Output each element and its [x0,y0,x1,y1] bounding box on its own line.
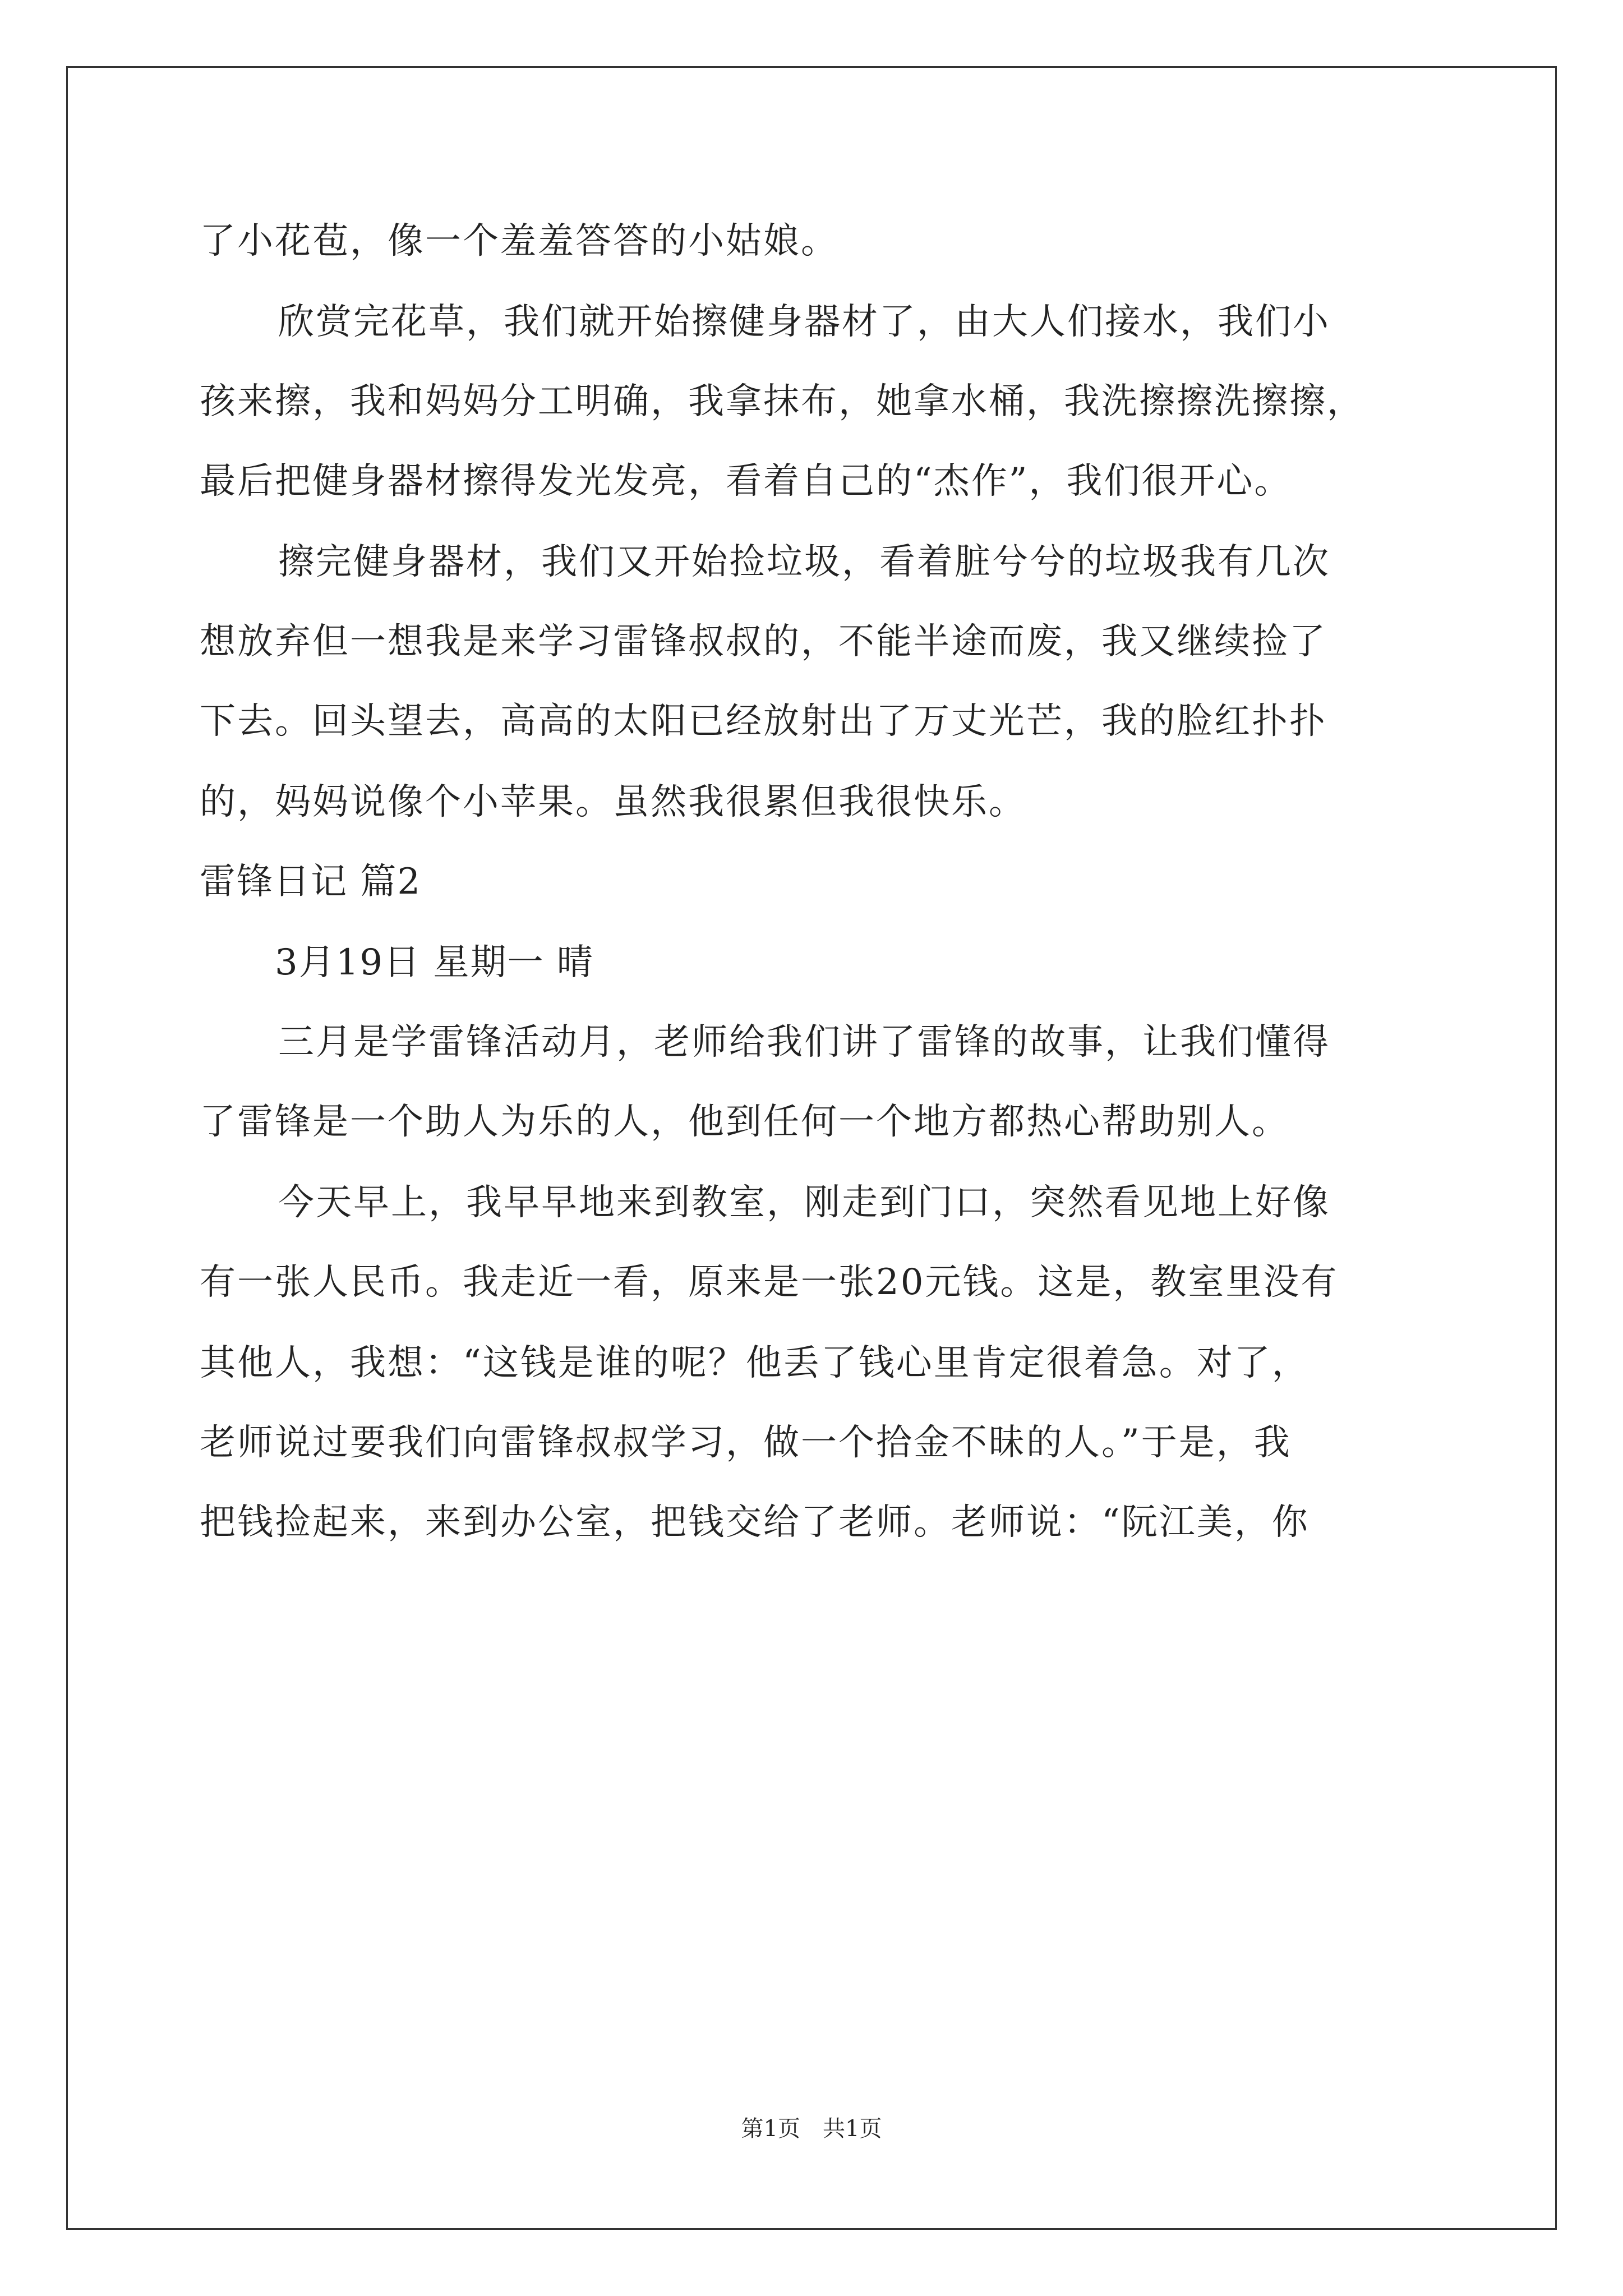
paragraph-line: 了小花苞，像一个羞羞答答的小姑娘。 [200,220,838,262]
paragraph-line: 有一张人民币。我走近一看，原来是一张20元钱。这是，教室里没有 [200,1262,1339,1303]
section-heading: 雷锋日记 篇2 [200,861,422,903]
paragraph-line: 擦完健身器材，我们又开始捡垃圾，看着脏兮兮的垃圾我有几次 [278,541,1330,583]
date-line: 3月19日 星期一 晴 [275,942,594,983]
page-footer: 第1页 共1页 [741,2116,882,2142]
paragraph-line: 其他人，我想：“这钱是谁的呢？他丢了钱心里肯定很着急。对了， [200,1342,1310,1384]
paragraph-line: 最后把健身器材擦得发光发亮，看着自己的“杰作”，我们很开心。 [200,461,1292,502]
paragraph-line: 老师说过要我们向雷锋叔叔学习，做一个拾金不昧的人。”于是，我 [200,1422,1292,1464]
paragraph-line: 了雷锋是一个助人为乐的人，他到任何一个地方都热心帮助别人。 [200,1101,1289,1143]
paragraph-line: 欣赏完花草，我们就开始擦健身器材了，由大人们接水，我们小 [278,301,1330,343]
paragraph-line: 今天早上，我早早地来到教室，刚走到门口，突然看见地上好像 [278,1182,1330,1223]
paragraph-line: 的，妈妈说像个小苹果。虽然我很累但我很快乐。 [200,781,1026,823]
paragraph-line: 孩来擦，我和妈妈分工明确，我拿抹布，她拿水桶，我洗擦擦洗擦擦， [200,381,1364,422]
paragraph-line: 想放弃但一想我是来学习雷锋叔叔的，不能半途而废，我又继续捡了 [200,621,1327,662]
paragraph-line: 下去。回头望去，高高的太阳已经放射出了万丈光芒，我的脸红扑扑 [200,701,1327,742]
paragraph-line: 把钱捡起来，来到办公室，把钱交给了老师。老师说：“阮江美，你 [200,1502,1310,1543]
paragraph-line: 三月是学雷锋活动月，老师给我们讲了雷锋的故事，让我们懂得 [278,1022,1330,1063]
